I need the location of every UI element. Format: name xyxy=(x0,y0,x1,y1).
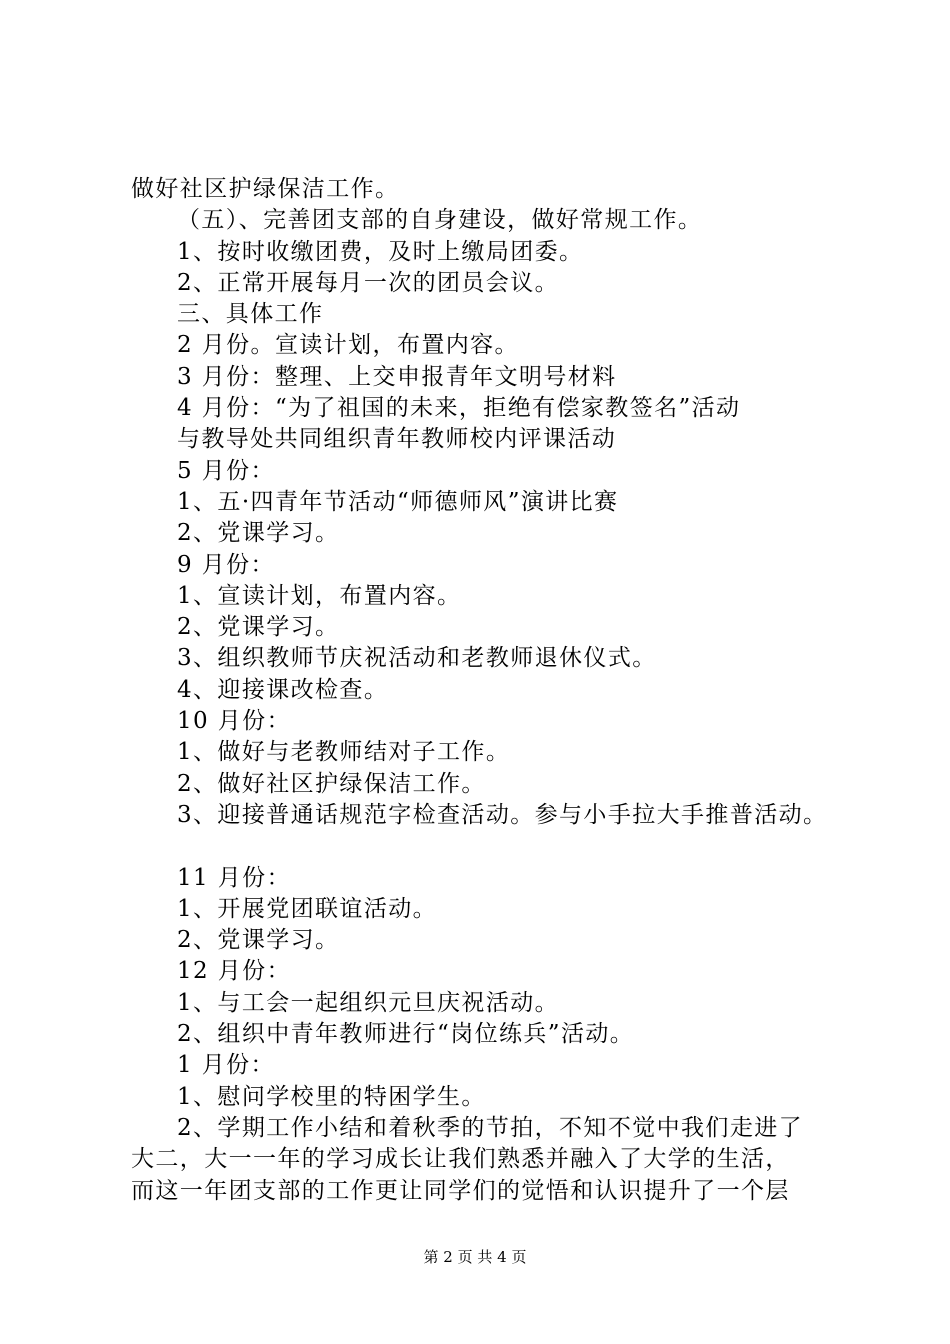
page-footer: 第 2 页 共 4 页 xyxy=(423,1248,527,1266)
text-line: 4、迎接课改检查。 xyxy=(177,676,389,703)
text-line: 做好社区护绿保洁工作。 xyxy=(131,176,400,202)
text-line: 3、组织教师节庆祝活动和老教师退休仪式。 xyxy=(177,645,657,672)
text-line: 2 月份。宣读计划，布置内容。 xyxy=(177,332,519,359)
text-line: 而这一年团支部的工作更让同学们的觉悟和认识提升了一个层 xyxy=(131,1177,790,1204)
text-line: 2、正常开展每月一次的团员会议。 xyxy=(177,269,560,296)
text-line: 1、按时收缴团费，及时上缴局团委。 xyxy=(177,238,584,265)
text-line: 4 月份：“为了祖国的未来，拒绝有偿家教签名”活动 xyxy=(177,395,741,422)
text-line: 2、组织中青年教师进行“岗位练兵”活动。 xyxy=(177,1021,635,1048)
text-line: 2、党课学习。 xyxy=(177,927,340,954)
text-line: 1、开展党团联谊活动。 xyxy=(177,895,438,922)
blank-line xyxy=(131,831,851,862)
text-line: 2、党课学习。 xyxy=(177,614,340,641)
text-line: 2、党课学习。 xyxy=(177,520,340,547)
text-line: 3 月份：整理、上交申报青年文明号材料 xyxy=(177,363,617,390)
text-line: 1、宣读计划，布置内容。 xyxy=(177,582,462,609)
text-line: （五）、完善团支部的自身建设，做好常规工作。 xyxy=(177,207,703,234)
text-line: 1、五·四青年节活动“师德师风”演讲比赛 xyxy=(177,488,619,515)
text-line: 12 月份： xyxy=(177,958,291,985)
text-line: 11 月份： xyxy=(177,864,291,891)
text-line: 三、具体工作 xyxy=(177,301,324,328)
text-line: 9 月份： xyxy=(177,551,275,578)
text-line: 2、做好社区护绿保洁工作。 xyxy=(177,770,486,797)
text-line: 5 月份： xyxy=(177,457,275,484)
text-line: 1、与工会一起组织元旦庆祝活动。 xyxy=(177,989,560,1016)
document-body xyxy=(131,174,851,1207)
text-line: 2、学期工作小结和着秋季的节拍，不知不觉中我们走进了 xyxy=(177,1114,804,1141)
text-line: 1 月份： xyxy=(177,1052,275,1079)
text-line: 大二，大一一年的学习成长让我们熟悉并融入了大学的生活， xyxy=(131,1146,790,1173)
text-line: 与教导处共同组织青年教师校内评课活动 xyxy=(177,426,617,453)
text-line: 10 月份： xyxy=(177,708,291,735)
text-line: 3、迎接普通话规范字检查活动。参与小手拉大手推普活动。 xyxy=(177,801,828,828)
text-line: 1、做好与老教师结对子工作。 xyxy=(177,739,511,766)
text-line: 1、慰问学校里的特困学生。 xyxy=(177,1083,486,1110)
